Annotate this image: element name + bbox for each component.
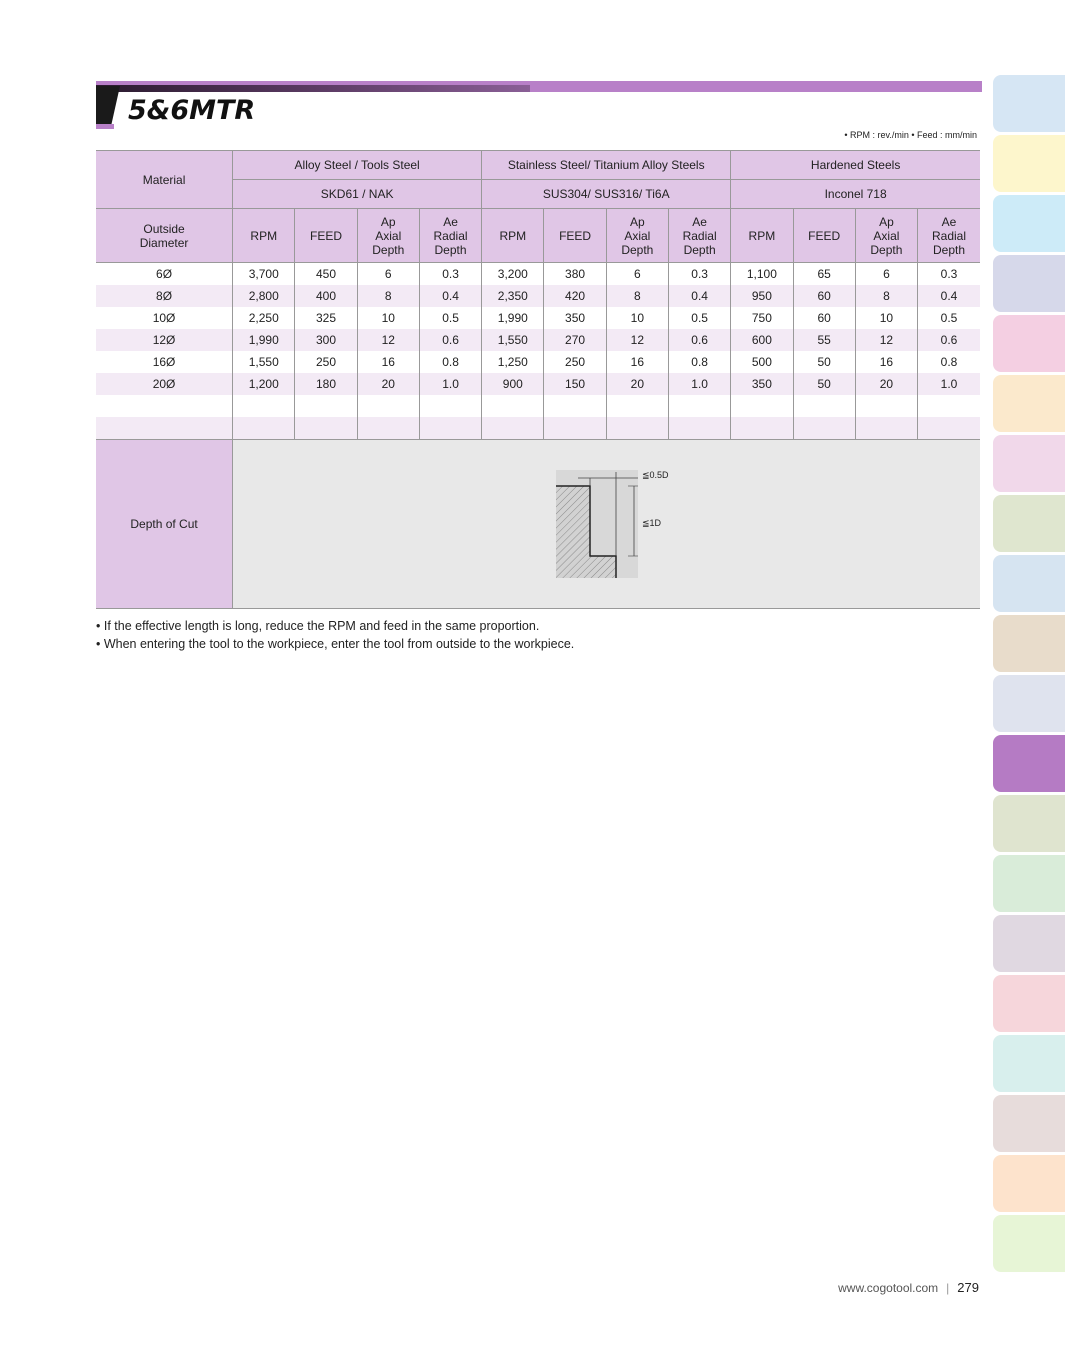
empty-cell <box>918 417 980 440</box>
value-cell: 350 <box>544 307 606 329</box>
value-cell: 300 <box>295 329 357 351</box>
value-cell: 10 <box>357 307 419 329</box>
value-cell: 0.4 <box>419 285 481 307</box>
empty-cell <box>855 395 917 417</box>
title-marker-accent <box>96 124 114 129</box>
section-tab-16[interactable] <box>993 975 1065 1032</box>
empty-cell <box>793 395 855 417</box>
material-group-1: Alloy Steel / Tools Steel <box>233 151 482 180</box>
value-cell: 16 <box>606 351 668 373</box>
table-row <box>96 329 980 351</box>
note-item: • When entering the tool to the workpiece, enter the tool from outside to the workpiece. <box>96 637 575 651</box>
empty-cell <box>606 417 668 440</box>
value-cell: 10 <box>606 307 668 329</box>
diameter-cell: 8Ø <box>96 285 233 307</box>
empty-cell <box>96 417 233 440</box>
value-cell: 3,700 <box>233 263 295 286</box>
col-header-feed: FEED <box>295 209 357 263</box>
col-header-feed: FEED <box>793 209 855 263</box>
cutting-conditions-table <box>96 150 980 609</box>
diameter-cell: 16Ø <box>96 351 233 373</box>
value-cell: 600 <box>731 329 793 351</box>
col-header-feed: FEED <box>544 209 606 263</box>
value-cell: 6 <box>357 263 419 286</box>
value-cell: 380 <box>544 263 606 286</box>
section-tab-14[interactable] <box>993 855 1065 912</box>
section-tab-13[interactable] <box>993 795 1065 852</box>
value-cell: 325 <box>295 307 357 329</box>
section-tab-4[interactable] <box>993 255 1065 312</box>
footer-url: www.cogotool.com <box>838 1281 939 1295</box>
footer-separator: | <box>946 1281 950 1295</box>
section-tabs <box>993 75 1065 1275</box>
empty-cell <box>96 395 233 417</box>
value-cell: 2,250 <box>233 307 295 329</box>
col-header-ae: Ae Radial Depth <box>918 209 980 263</box>
value-cell: 0.8 <box>668 351 730 373</box>
value-cell: 8 <box>855 285 917 307</box>
empty-cell <box>295 395 357 417</box>
material-header: Material <box>96 151 233 209</box>
depth-of-cut-label: Depth of Cut <box>96 440 233 609</box>
table-row <box>96 351 980 373</box>
value-cell: 0.3 <box>668 263 730 286</box>
unit-note: • RPM : rev./min • Feed : mm/min <box>844 130 977 140</box>
value-cell: 10 <box>855 307 917 329</box>
page-title: 5&6MTR <box>128 95 256 126</box>
value-cell: 2,350 <box>482 285 544 307</box>
value-cell: 350 <box>731 373 793 395</box>
value-cell: 6 <box>855 263 917 286</box>
value-cell: 60 <box>793 307 855 329</box>
col-header-rpm: RPM <box>482 209 544 263</box>
value-cell: 0.5 <box>419 307 481 329</box>
section-tab-9[interactable] <box>993 555 1065 612</box>
value-cell: 180 <box>295 373 357 395</box>
empty-cell <box>419 417 481 440</box>
value-cell: 12 <box>357 329 419 351</box>
empty-cell <box>606 395 668 417</box>
value-cell: 3,200 <box>482 263 544 286</box>
material-group-2: Stainless Steel/ Titanium Alloy Steels <box>482 151 731 180</box>
material-grade-1: SKD61 / NAK <box>233 180 482 209</box>
material-grade-2: SUS304/ SUS316/ Ti6A <box>482 180 731 209</box>
table-row <box>96 307 980 329</box>
title-marker <box>96 86 120 129</box>
section-tab-11[interactable] <box>993 675 1065 732</box>
col-header-ap: Ap Axial Depth <box>357 209 419 263</box>
section-tab-2[interactable] <box>993 135 1065 192</box>
value-cell: 450 <box>295 263 357 286</box>
value-cell: 0.6 <box>668 329 730 351</box>
value-cell: 1,550 <box>233 351 295 373</box>
empty-row <box>96 417 980 440</box>
diameter-cell: 20Ø <box>96 373 233 395</box>
empty-cell <box>668 395 730 417</box>
value-cell: 1,990 <box>482 307 544 329</box>
empty-cell <box>731 417 793 440</box>
empty-cell <box>544 417 606 440</box>
empty-cell <box>295 417 357 440</box>
empty-cell <box>855 417 917 440</box>
value-cell: 12 <box>855 329 917 351</box>
value-cell: 8 <box>606 285 668 307</box>
value-cell: 1.0 <box>668 373 730 395</box>
section-tab-6[interactable] <box>993 375 1065 432</box>
value-cell: 60 <box>793 285 855 307</box>
value-cell: 2,800 <box>233 285 295 307</box>
value-cell: 950 <box>731 285 793 307</box>
col-header-rpm: RPM <box>731 209 793 263</box>
section-tab-18[interactable] <box>993 1095 1065 1152</box>
material-group-3: Hardened Steels <box>731 151 980 180</box>
value-cell: 1,250 <box>482 351 544 373</box>
value-cell: 420 <box>544 285 606 307</box>
notes <box>96 617 574 653</box>
section-tab-8[interactable] <box>993 495 1065 552</box>
page-number: 279 <box>957 1280 979 1295</box>
section-tab-19[interactable] <box>993 1155 1065 1212</box>
value-cell: 12 <box>606 329 668 351</box>
value-cell: 1.0 <box>419 373 481 395</box>
value-cell: 20 <box>606 373 668 395</box>
col-header-ap: Ap Axial Depth <box>855 209 917 263</box>
section-tab-7[interactable] <box>993 435 1065 492</box>
empty-cell <box>357 417 419 440</box>
value-cell: 65 <box>793 263 855 286</box>
value-cell: 50 <box>793 373 855 395</box>
value-cell: 0.3 <box>940 267 958 281</box>
depth-of-cut-diagram-cell <box>233 440 980 609</box>
diameter-cell: 6Ø <box>96 263 233 286</box>
value-cell: 1,100 <box>731 263 793 286</box>
section-tab-12[interactable] <box>993 735 1065 792</box>
outside-diameter-header: Outside Diameter <box>96 209 233 263</box>
value-cell: 1,200 <box>233 373 295 395</box>
value-cell: 0.6 <box>419 329 481 351</box>
material-grade-3: Inconel 718 <box>731 180 980 209</box>
empty-cell <box>357 395 419 417</box>
col-header-ae: Ae Radial Depth <box>419 209 481 263</box>
value-cell: 16 <box>855 351 917 373</box>
empty-cell <box>233 395 295 417</box>
empty-row <box>96 395 980 417</box>
col-header-ap: Ap Axial Depth <box>606 209 668 263</box>
diameter-cell: 10Ø <box>96 307 233 329</box>
value-cell: 20 <box>357 373 419 395</box>
empty-cell <box>668 417 730 440</box>
empty-cell <box>233 417 295 440</box>
value-cell: 8 <box>357 285 419 307</box>
section-tab-5[interactable] <box>993 315 1065 372</box>
value-cell: 250 <box>544 351 606 373</box>
value-cell: 400 <box>295 285 357 307</box>
value-cell: 0.4 <box>668 285 730 307</box>
empty-cell <box>482 417 544 440</box>
section-tab-17[interactable] <box>993 1035 1065 1092</box>
value-cell: 150 <box>544 373 606 395</box>
note-item: • If the effective length is long, reduce the RPM and feed in the same proportion. <box>96 619 540 633</box>
value-cell: 16 <box>357 351 419 373</box>
value-cell: 750 <box>731 307 793 329</box>
value-cell: 0.5 <box>940 311 958 325</box>
footer <box>838 1280 979 1295</box>
empty-cell <box>544 395 606 417</box>
empty-cell <box>419 395 481 417</box>
empty-cell <box>918 395 980 417</box>
value-cell: 1,550 <box>482 329 544 351</box>
section-tab-1[interactable] <box>993 75 1065 132</box>
value-cell: 1.0 <box>918 373 980 395</box>
col-header-rpm: RPM <box>233 209 295 263</box>
empty-cell <box>731 395 793 417</box>
value-cell: 500 <box>731 351 793 373</box>
value-cell: 0.5 <box>668 307 730 329</box>
depth-of-cut-diagram <box>542 464 672 584</box>
value-cell: 6 <box>606 263 668 286</box>
section-tab-3[interactable] <box>993 195 1065 252</box>
section-tab-10[interactable] <box>993 615 1065 672</box>
depth-of-cut-row <box>96 440 980 609</box>
table-row <box>96 263 980 286</box>
value-cell: 1,990 <box>233 329 295 351</box>
value-cell: 0.8 <box>940 355 958 369</box>
value-cell: 0.8 <box>419 351 481 373</box>
value-cell: 50 <box>793 351 855 373</box>
value-cell: 20 <box>855 373 917 395</box>
table-row <box>96 285 980 307</box>
value-cell: 900 <box>482 373 544 395</box>
radial-depth-label: ≦0.5D <box>641 470 669 480</box>
table-row <box>96 373 980 395</box>
value-cell: 0.3 <box>419 263 481 286</box>
value-cell: 55 <box>793 329 855 351</box>
col-header-ae: Ae Radial Depth <box>668 209 730 263</box>
value-cell: 250 <box>295 351 357 373</box>
empty-cell <box>793 417 855 440</box>
axial-depth-label: ≦1D <box>641 518 661 528</box>
section-tab-15[interactable] <box>993 915 1065 972</box>
diameter-cell: 12Ø <box>96 329 233 351</box>
empty-cell <box>482 395 544 417</box>
header-dark-gradient <box>96 85 530 92</box>
value-cell: 0.4 <box>918 285 980 307</box>
section-tab-20[interactable] <box>993 1215 1065 1272</box>
value-cell: 270 <box>544 329 606 351</box>
value-cell: 0.6 <box>918 329 980 351</box>
